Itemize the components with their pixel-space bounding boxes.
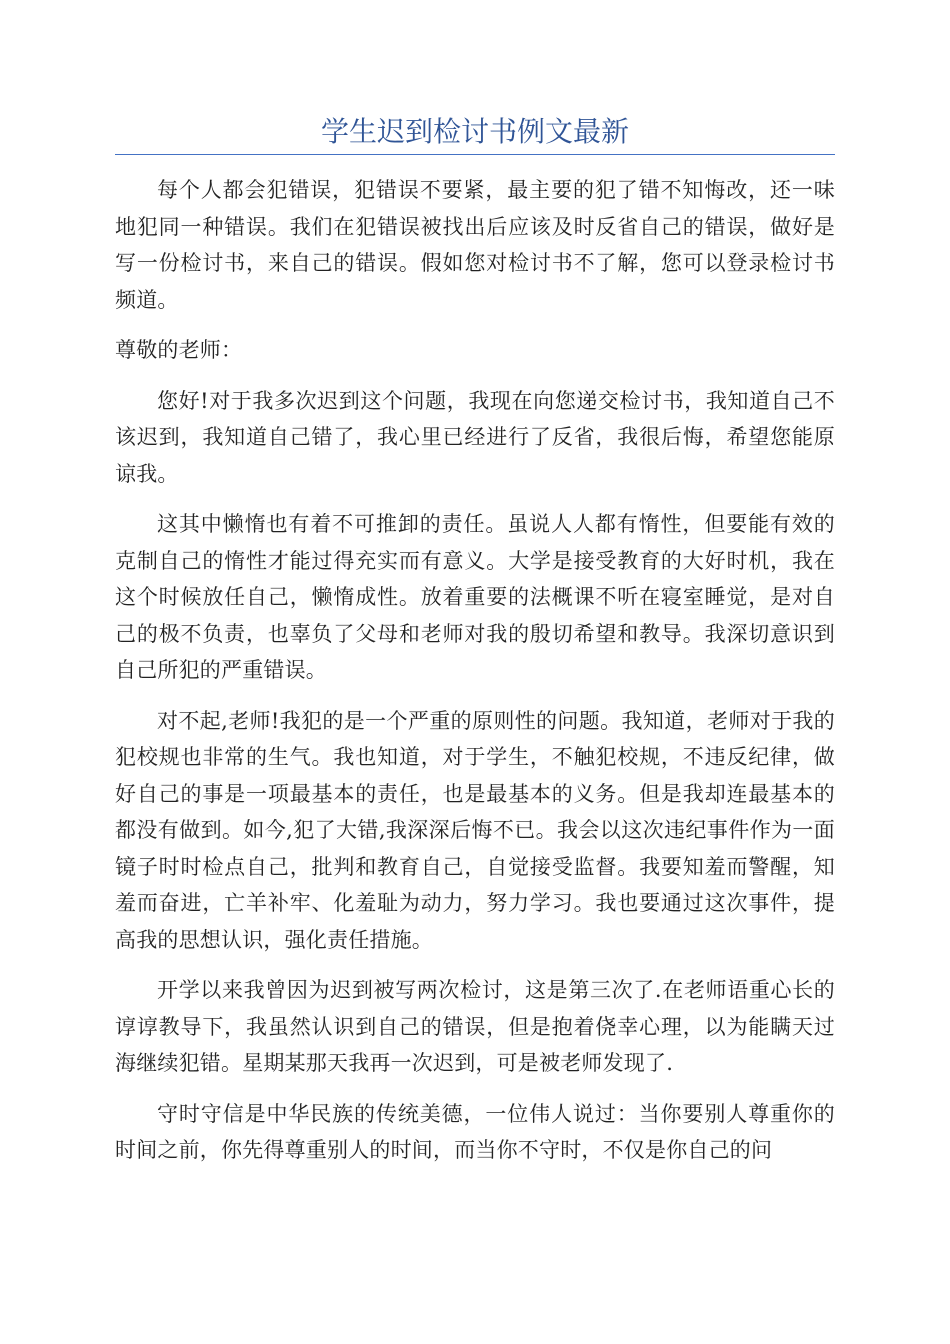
paragraph-laziness: 这其中懒惰也有着不可推卸的责任。虽说人人都有惰性，但要能有效的克制自己的惰性才能过得充实而有意义。大学是接受教育的大好时机，我在这个时候放任自己，懒惰成性。放着重要的法概课不听在寝室睡觉，是对自己的极不负责，也辜负了父母和老师对我的殷切希望和教导。我深切意识到自己所犯的严重错误。	[115, 512, 835, 682]
paragraph-history: 开学以来我曾因为迟到被写两次检讨，这是第三次了.在老师语重心长的谆谆教导下，我虽然认识到自己的错误，但是抱着侥幸心理，以为能瞒天过海继续犯错。星期某那天我再一次迟到，可是被老师发现了.	[115, 978, 835, 1075]
paragraph-apology: 对不起,老师!我犯的是一个严重的原则性的问题。我知道，老师对于我的犯校规也非常的生气。我也知道，对于学生，不触犯校规，不违反纪律，做好自己的事是一项最基本的责任，也是最基本的义务。但是我却连最基本的都没有做到。如今,犯了大错,我深深后悔不已。我会以这次违纪事件作为一面镜子时时检点自己，批判和教育自己，自觉接受监督。我要知羞而警醒，知羞而奋进，亡羊补牢、化羞耻为动力，努力学习。我也要通过这次事件，提高我的思想认识，强化责任措施。	[115, 708, 835, 952]
paragraph-salutation: 尊敬的老师：	[115, 338, 243, 362]
title-underline	[115, 154, 835, 155]
document-title: 学生迟到检讨书例文最新	[320, 115, 629, 148]
paragraph-intro: 每个人都会犯错误，犯错误不要紧，最主要的犯了错不知悔改，还一味地犯同一种错误。我们在犯错误被找出后应该及时反省自己的错误，做好是写一份检讨书，来自己的错误。假如您对检讨书不了解，您可以登录检讨书频道。	[115, 178, 835, 312]
document-body	[115, 172, 835, 1183]
paragraph-greeting: 您好!对于我多次迟到这个问题，我现在向您递交检讨书，我知道自己不该迟到，我知道自己错了，我心里已经进行了反省，我很后悔，希望您能原谅我。	[115, 388, 835, 486]
paragraph-punctuality: 守时守信是中华民族的传统美德，一位伟人说过：当你要别人尊重你的时间之前，你先得尊重别人的时间，而当你不守时，不仅是你自己的问	[115, 1101, 835, 1162]
